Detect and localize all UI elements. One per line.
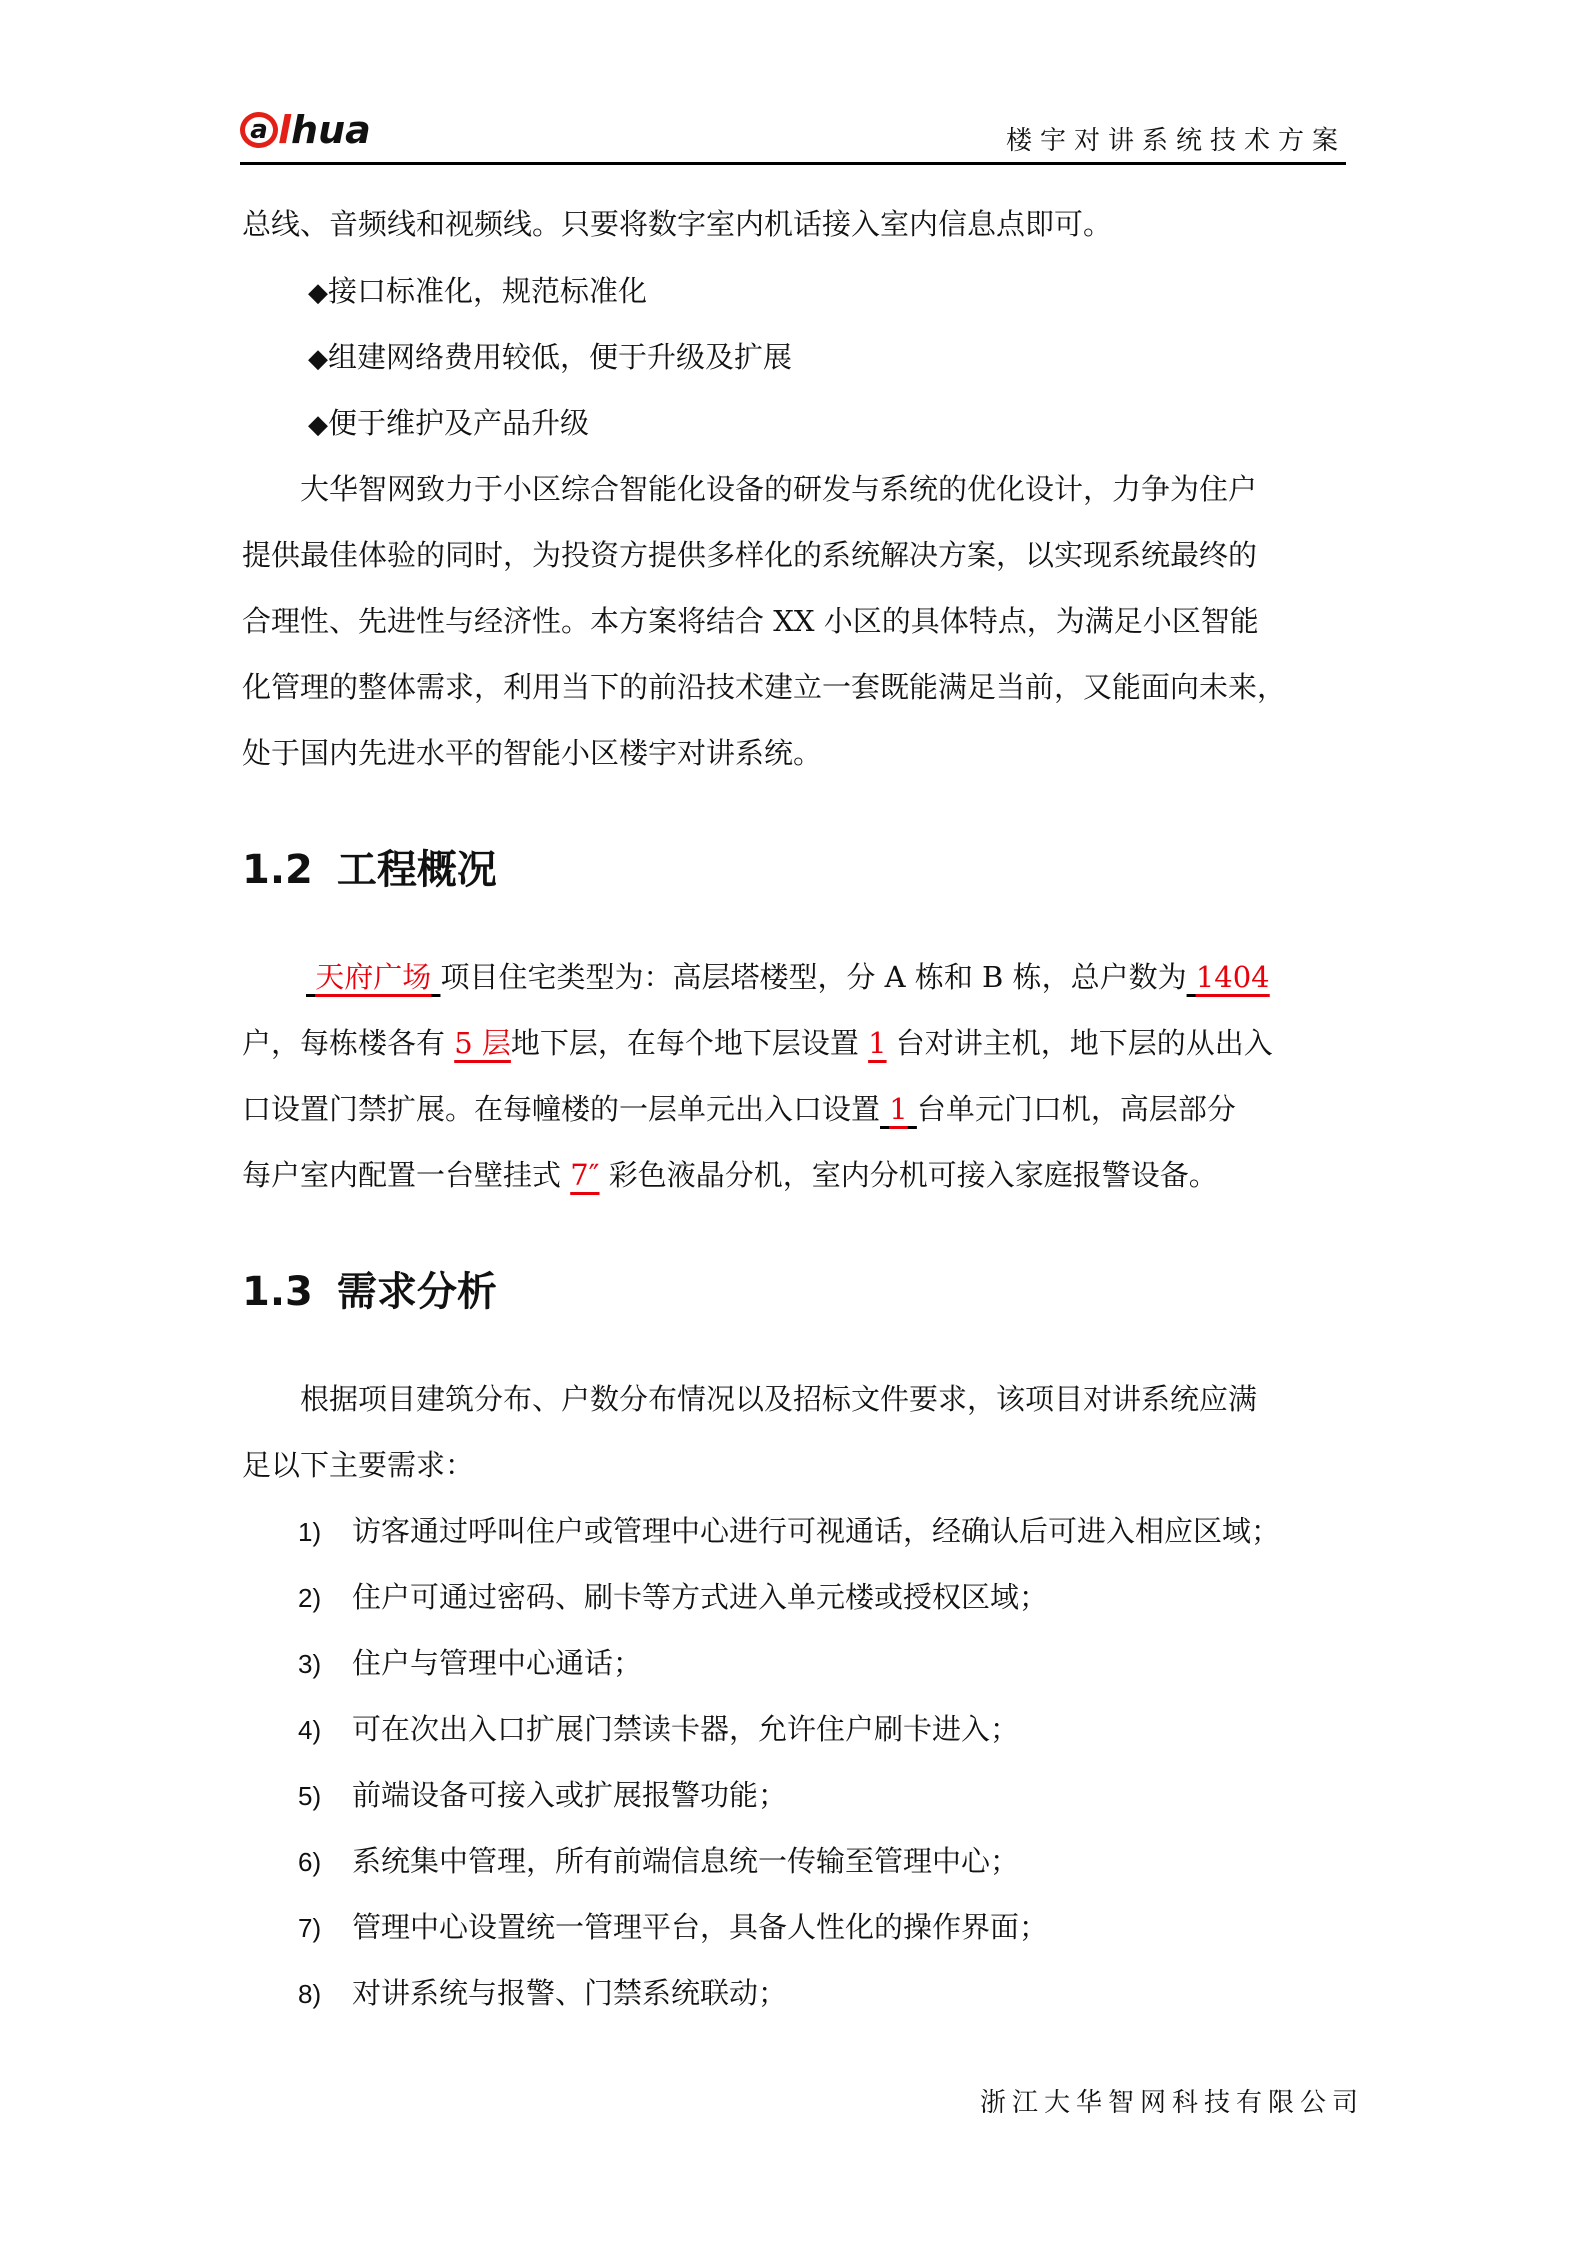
list-number: 3): [298, 1649, 322, 1679]
section-number: 1.3: [242, 1269, 313, 1315]
diamond-bullet-icon: ◆: [308, 344, 328, 374]
list-item: [298, 1509, 1280, 1550]
list-item: [298, 1575, 1048, 1616]
paragraph-line: [306, 955, 1270, 996]
bullet-text: 组建网络费用较低，便于升级及扩展: [328, 340, 793, 374]
paragraph-line: 处于国内先进水平的智能小区楼宇对讲系统。: [242, 736, 823, 770]
bullet-text: 接口标准化，规范标准化: [328, 274, 648, 308]
list-item: [298, 1971, 787, 2012]
list-item: [298, 1773, 787, 1814]
diamond-bullet-icon: ◆: [308, 410, 328, 440]
text: 每户室内配置一台壁挂式: [242, 1158, 571, 1192]
list-item: [298, 1839, 1019, 1880]
list-number: 8): [298, 1979, 322, 2009]
list-number: 6): [298, 1847, 322, 1877]
page-header: [240, 100, 1346, 165]
text: 台对讲主机，地下层的从出入: [886, 1026, 1273, 1060]
list-number: 7): [298, 1913, 322, 1943]
diamond-bullet-icon: ◆: [308, 278, 328, 308]
text: 台单元门口机，高层部分: [916, 1092, 1236, 1126]
paragraph-line: [242, 1153, 1218, 1194]
paragraph-line: [242, 1021, 1273, 1062]
list-number: 4): [298, 1715, 322, 1745]
intro-continuation: 总线、音频线和视频线。只要将数字室内机话接入室内信息点即可。: [242, 207, 1113, 241]
list-item: [298, 1707, 1019, 1748]
logo-slash: l: [278, 108, 292, 152]
basement-floors-value: 5 层: [454, 1026, 511, 1060]
section-heading-1-3: [242, 1260, 497, 1317]
list-text: 系统集中管理，所有前端信息统一传输至管理中心；: [352, 1844, 1020, 1878]
paragraph-line: 合理性、先进性与经济性。本方案将结合 XX 小区的具体特点，为满足小区智能: [242, 604, 1259, 638]
section-number: 1.2: [242, 847, 313, 893]
logo-wordmark: hua: [291, 108, 371, 152]
monitor-size-value: 7″: [570, 1158, 600, 1192]
list-text: 访客通过呼叫住户或管理中心进行可视通话，经确认后可进入相应区域；: [352, 1514, 1281, 1548]
bullet-item: [242, 269, 647, 310]
list-number: 2): [298, 1583, 322, 1613]
text: 地下层，在每个地下层设置: [510, 1026, 869, 1060]
door-stations-value: 1: [889, 1092, 908, 1126]
project-name-value: 天府广场: [315, 960, 432, 994]
list-text: 对讲系统与报警、门禁系统联动；: [352, 1976, 788, 2010]
list-number: 1): [298, 1517, 322, 1547]
paragraph-line: 大华智网致力于小区综合智能化设备的研发与系统的优化设计，力争为住户: [300, 472, 1258, 506]
text: 项目住宅类型为：高层塔楼型，分 A 栋和 B 栋，总户数为: [440, 960, 1187, 994]
bullet-item: [242, 335, 792, 376]
dahua-logo: [240, 108, 371, 152]
paragraph-line: 足以下主要需求：: [242, 1448, 475, 1482]
list-item: [298, 1641, 642, 1682]
text: 口设置门禁扩展。在每幢楼的一层单元出入口设置: [242, 1092, 881, 1126]
paragraph-line: 化管理的整体需求，利用当下的前沿技术建立一套既能满足当前，又能面向未来，: [242, 670, 1287, 704]
document-title: 楼宇对讲系统技术方案: [1005, 126, 1346, 156]
list-text: 可在次出入口扩展门禁读卡器，允许住户刷卡进入；: [352, 1712, 1020, 1746]
fill-blank-households: [1187, 960, 1270, 994]
paragraph-line: 提供最佳体验的同时，为投资方提供多样化的系统解决方案，以实现系统最终的: [242, 538, 1258, 572]
section-title: 需求分析: [336, 1269, 497, 1315]
list-text: 管理中心设置统一管理平台，具备人性化的操作界面；: [352, 1910, 1049, 1944]
list-number: 5): [298, 1781, 322, 1811]
fill-blank-project-name: [306, 960, 440, 994]
logo-at-ring-icon: [240, 112, 278, 148]
total-households-value: 1404: [1195, 960, 1270, 994]
fill-blank-door-stations: [880, 1092, 917, 1126]
text: 户，每栋楼各有: [242, 1026, 455, 1060]
list-item: [298, 1905, 1048, 1946]
list-text: 前端设备可接入或扩展报警功能；: [352, 1778, 788, 1812]
intercom-hosts-value: 1: [868, 1026, 887, 1060]
paragraph-line: 根据项目建筑分布、户数分布情况以及招标文件要求，该项目对讲系统应满: [300, 1382, 1258, 1416]
paragraph-line: [242, 1087, 1236, 1128]
bullet-text: 便于维护及产品升级: [328, 406, 590, 440]
text: 彩色液晶分机，室内分机可接入家庭报警设备。: [599, 1158, 1218, 1192]
logo-letter-a: a: [250, 115, 268, 145]
bullet-item: [242, 401, 589, 442]
section-heading-1-2: [242, 838, 497, 895]
page-footer-company: 浙江大华智网科技有限公司: [980, 2088, 1365, 2118]
list-text: 住户与管理中心通话；: [352, 1646, 643, 1680]
section-title: 工程概况: [336, 847, 497, 893]
list-text: 住户可通过密码、刷卡等方式进入单元楼或授权区域；: [352, 1580, 1049, 1614]
